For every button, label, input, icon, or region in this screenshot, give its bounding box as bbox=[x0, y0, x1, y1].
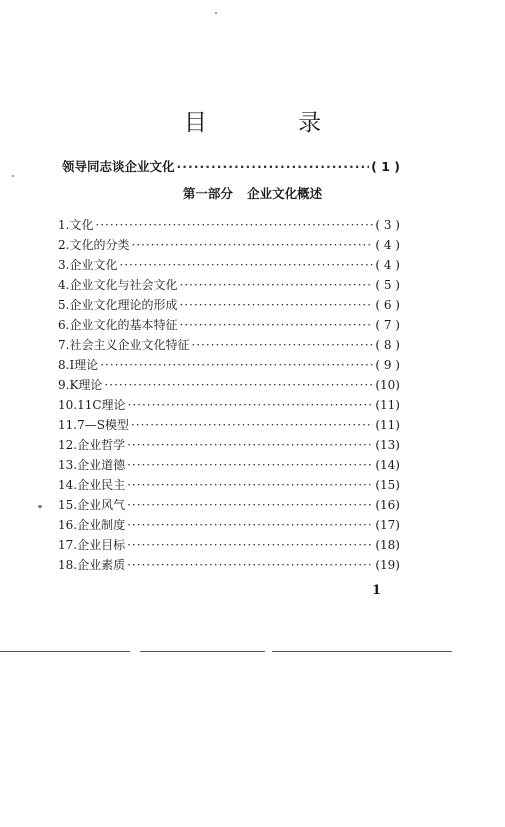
toc-entry bbox=[58, 255, 400, 275]
dot-leader bbox=[127, 455, 373, 475]
scan-speck bbox=[38, 505, 42, 508]
toc-entry-page: (10) bbox=[375, 378, 400, 392]
dot-leader bbox=[177, 159, 370, 174]
toc-entry-page: ( 1 ) bbox=[371, 159, 400, 174]
dot-leader bbox=[179, 315, 373, 335]
toc-entry bbox=[58, 235, 400, 255]
toc-entry bbox=[58, 455, 400, 475]
toc-entry-page: ( 5 ) bbox=[375, 278, 400, 292]
toc-entry-page: ( 3 ) bbox=[375, 218, 400, 232]
toc-entry bbox=[58, 395, 400, 415]
toc-entry-page: (11) bbox=[375, 398, 400, 412]
scan-speck bbox=[215, 12, 217, 14]
toc-entry bbox=[58, 375, 400, 395]
toc-entry-label: 6.企业文化的基本特征 bbox=[58, 318, 178, 332]
toc-entry bbox=[58, 335, 400, 355]
dot-leader bbox=[104, 375, 373, 395]
toc-entry-page: (14) bbox=[375, 458, 400, 472]
toc-entry-label: 7.社会主义企业文化特征 bbox=[58, 338, 190, 352]
toc-entry-label: 领导同志谈企业文化 bbox=[62, 159, 175, 174]
scan-edge-line bbox=[140, 651, 265, 652]
toc-entry-label: 5.企业文化理论的形成 bbox=[58, 298, 178, 312]
toc-entry bbox=[58, 515, 400, 535]
dot-leader bbox=[179, 295, 373, 315]
dot-leader bbox=[128, 395, 374, 415]
table-of-contents bbox=[58, 215, 400, 575]
toc-entry bbox=[58, 495, 400, 515]
part-heading: 第一部分 企业文化概述 bbox=[182, 186, 323, 201]
toc-entry-label: 15.企业风气 bbox=[58, 498, 126, 512]
toc-entry bbox=[58, 535, 400, 555]
toc-entry-label: 18.企业素质 bbox=[58, 558, 126, 572]
toc-entry-page: ( 9 ) bbox=[375, 358, 400, 372]
dot-leader bbox=[95, 215, 373, 235]
toc-entry-label: 13.企业道德 bbox=[58, 458, 126, 472]
toc-entry bbox=[58, 315, 400, 335]
dot-leader bbox=[191, 335, 373, 355]
toc-entry-page: (11) bbox=[375, 418, 400, 432]
page-number: 1 bbox=[372, 583, 382, 598]
dot-leader bbox=[131, 415, 373, 435]
toc-entry-page: (16) bbox=[375, 498, 400, 512]
page-title: 目 录 bbox=[183, 110, 364, 136]
toc-entry bbox=[58, 275, 400, 295]
toc-entry-page: (19) bbox=[375, 558, 400, 572]
toc-preface-entry bbox=[62, 157, 400, 175]
toc-entry-page: (18) bbox=[375, 538, 400, 552]
dot-leader bbox=[127, 475, 373, 495]
toc-entry bbox=[58, 215, 400, 235]
toc-entry-page: (13) bbox=[375, 438, 400, 452]
toc-entry-label: 17.企业目标 bbox=[58, 538, 126, 552]
toc-entry-page: ( 6 ) bbox=[375, 298, 400, 312]
toc-entry-page: ( 4 ) bbox=[375, 238, 400, 252]
toc-entry bbox=[58, 355, 400, 375]
toc-entry-label: 2.文化的分类 bbox=[58, 238, 130, 252]
dot-leader bbox=[127, 515, 373, 535]
dot-leader bbox=[127, 495, 373, 515]
toc-entry-label: 16.企业制度 bbox=[58, 518, 126, 532]
toc-entry bbox=[58, 435, 400, 455]
toc-entry-label: 12.企业哲学 bbox=[58, 438, 126, 452]
toc-entry bbox=[58, 555, 400, 575]
toc-entry-page: ( 4 ) bbox=[375, 258, 400, 272]
dot-leader bbox=[119, 255, 373, 275]
toc-entry-label: 3.企业文化 bbox=[58, 258, 118, 272]
toc-entry bbox=[58, 475, 400, 495]
toc-entry-label: 8.Ⅰ理论 bbox=[58, 358, 99, 372]
toc-entry-label: 9.K理论 bbox=[58, 378, 103, 392]
dot-leader bbox=[179, 275, 373, 295]
toc-entry-label: 14.企业民主 bbox=[58, 478, 126, 492]
toc-entry-label: 10.11C理论 bbox=[58, 398, 126, 412]
toc-entry-page: (15) bbox=[375, 478, 400, 492]
toc-entry bbox=[58, 295, 400, 315]
dot-leader bbox=[127, 535, 373, 555]
toc-entry bbox=[58, 415, 400, 435]
toc-entry-label: 4.企业文化与社会文化 bbox=[58, 278, 178, 292]
dot-leader bbox=[127, 435, 373, 455]
scan-edge-line bbox=[0, 651, 130, 652]
toc-entry-page: ( 7 ) bbox=[375, 318, 400, 332]
scan-edge-line bbox=[272, 651, 452, 652]
toc-entry-label: 11.7—S模型 bbox=[58, 418, 129, 432]
toc-entry-label: 1.文化 bbox=[58, 218, 94, 232]
scan-speck bbox=[12, 175, 14, 177]
dot-leader bbox=[127, 555, 373, 575]
dot-leader bbox=[100, 355, 373, 375]
toc-entry-page: (17) bbox=[375, 518, 400, 532]
dot-leader bbox=[131, 235, 373, 255]
toc-entry-page: ( 8 ) bbox=[375, 338, 400, 352]
